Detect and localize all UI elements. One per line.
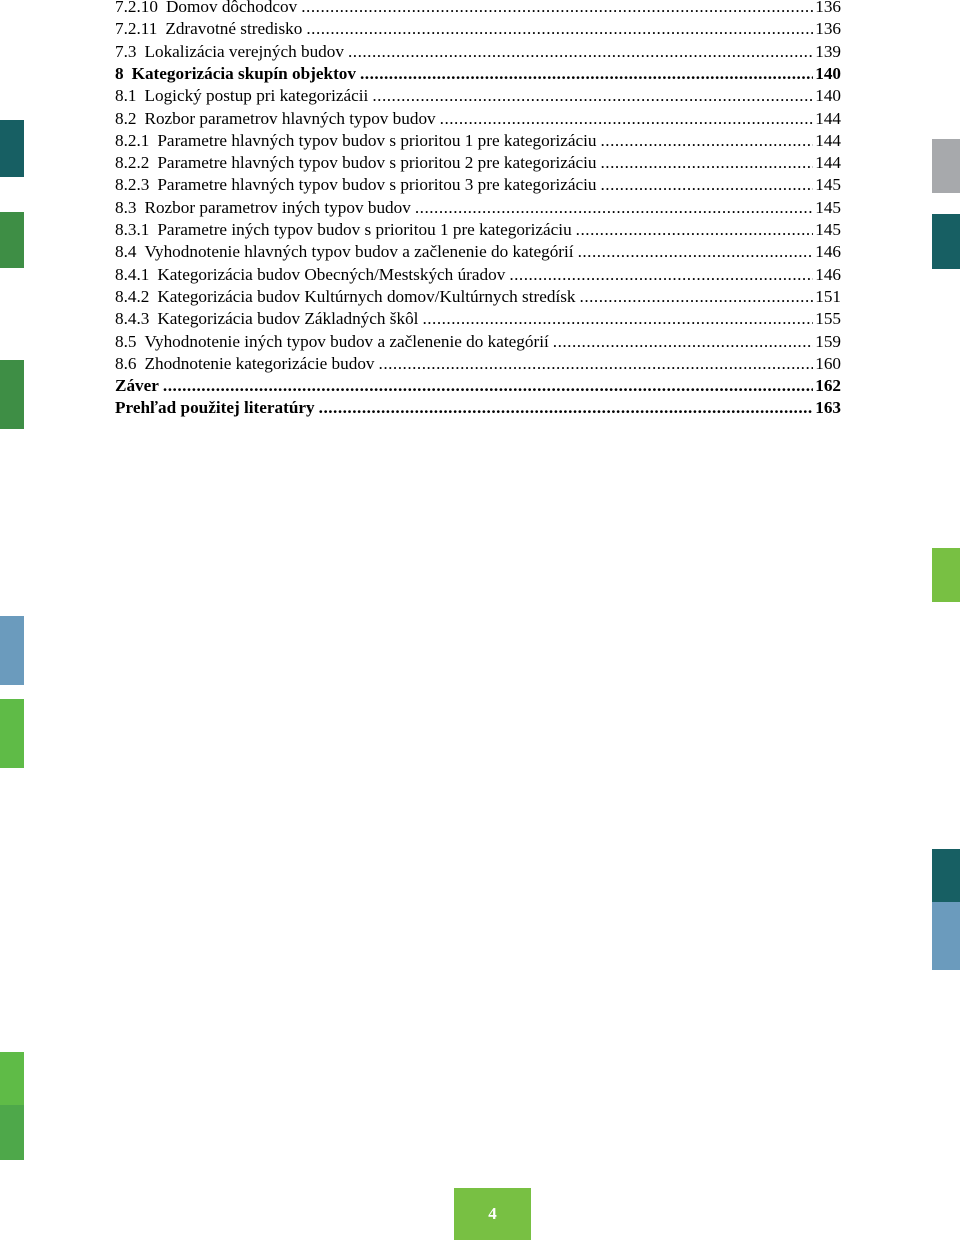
toc-entry-title: Vyhodnotenie hlavných typov budov a začlenenie do kategórií [144,242,574,262]
decorative-bar-blue [0,616,24,685]
toc-leader-dots [372,85,813,107]
toc-entry-title: Prehľad použitej literatúry [115,398,315,418]
toc-entry-title: Kategorizácia budov Základných škôl [157,309,419,329]
toc-entry[interactable] [115,241,841,263]
toc-entry-title: Rozbor parametrov hlavných typov budov [144,108,436,128]
toc-leader-dots [379,353,814,375]
toc-entry-title: Parametre hlavných typov budov s prioritou 3 pre kategorizáciu [157,175,597,195]
toc-entry-number: 8.2.2 [115,153,150,173]
toc-entry-number: 8.2 [115,108,137,128]
toc-entry-title: Kategorizácia budov Obecných/Mestských úradov [157,264,506,284]
toc-entry-number: 8.1 [115,86,137,106]
toc-entry-page: 136 [815,0,841,16]
toc-entry-page: 140 [815,63,841,83]
toc-leader-dots [553,331,813,353]
toc-leader-dots [301,0,813,18]
toc-entry-title: Zdravotné stredisko [165,19,303,39]
toc-leader-dots [348,41,813,63]
decorative-bar-bright-green [0,699,24,768]
decorative-bar-blue [932,902,960,970]
toc-entry-number: 8.3 [115,197,137,217]
toc-entry-title: Logický postup pri kategorizácii [144,86,369,106]
decorative-bar-bright-green [0,1052,24,1105]
decorative-bar-green [0,212,24,268]
toc-entry[interactable] [115,152,841,174]
decorative-bar-teal [932,849,960,902]
toc-entry[interactable] [115,331,841,353]
toc-entry-page: 151 [815,286,841,306]
toc-entry[interactable] [115,308,841,330]
toc-entry-title: Parametre hlavných typov budov s prioritou 2 pre kategorizáciu [157,153,597,173]
toc-entry-page: 146 [815,264,841,284]
toc-entry-page: 146 [815,242,841,262]
toc-entry-page: 159 [815,331,841,351]
toc-leader-dots [306,18,813,40]
toc-leader-dots [319,397,814,419]
toc-leader-dots [440,108,814,130]
toc-entry-page: 144 [815,130,841,150]
toc-entry-title: Domov dôchodcov [165,0,298,16]
toc-entry[interactable] [115,353,841,375]
toc-leader-dots [600,130,813,152]
toc-entry[interactable] [115,63,841,85]
toc-entry-title: Parametre hlavných typov budov s prioritou 1 pre kategorizáciu [157,130,597,150]
page-number [454,1188,531,1240]
toc-entry-number: 8.2.1 [115,130,150,150]
toc-entry[interactable] [115,41,841,63]
toc-entry-page: 144 [815,108,841,128]
toc-entry-title: Lokalizácia verejných budov [144,41,344,61]
toc-entry-page: 155 [815,309,841,329]
toc-entry-title: Rozbor parametrov iných typov budov [144,197,411,217]
toc-entry-title: Parametre iných typov budov s prioritou 1 pre kategorizáciu [157,220,572,239]
toc-entry-page: 136 [815,19,841,39]
toc-entry-number: 8.4.2 [115,286,150,306]
toc-entry-number: 8.4 [115,242,137,262]
toc-entry-title: Vyhodnotenie iných typov budov a začlenenie do kategórií [144,331,549,351]
decorative-bar-green [0,360,24,429]
toc-entry-title: Záver [115,376,159,396]
toc-entry[interactable] [115,108,841,130]
toc-entry[interactable] [115,286,841,308]
toc-entry[interactable] [115,219,841,241]
toc-entry-number: 8.3.1 [115,220,150,239]
toc-entry-page: 163 [815,398,841,418]
toc-leader-dots [163,375,813,397]
toc-entry-number: 8.5 [115,331,137,351]
toc-entry-number: 8.4.1 [115,264,150,284]
decorative-bar-gray [932,139,960,193]
toc-leader-dots [415,197,813,219]
page-number-label: 4 [488,1204,497,1223]
toc-entry[interactable] [115,375,841,397]
toc-leader-dots [580,286,814,308]
toc-entry-number: 7.2.11 [115,19,158,39]
toc-entry-number: 8 [115,63,124,83]
decorative-bar-teal [0,120,24,177]
toc-entry-number: 8.6 [115,353,137,373]
toc-leader-dots [576,219,814,241]
toc-entry-title: Kategorizácia skupín objektov [131,63,356,83]
toc-entry-page: 144 [815,153,841,173]
toc-entry-page: 140 [815,86,841,106]
toc-entry-number: 7.3 [115,41,137,61]
toc-entry-page: 139 [815,41,841,61]
toc-leader-dots [422,308,813,330]
toc-entry-number: 7.2.10 [115,0,158,16]
toc-entry[interactable] [115,85,841,107]
toc-entry-title: Zhodnotenie kategorizácie budov [144,353,375,373]
decorative-bar-teal [932,214,960,269]
toc-entry-title: Kategorizácia budov Kultúrnych domov/Kultúrnych stredísk [157,286,576,306]
toc-entry-page: 160 [815,353,841,373]
toc-entry-page: 145 [815,175,841,195]
toc-leader-dots [600,152,813,174]
toc-entry[interactable] [115,18,841,40]
toc-entry[interactable] [115,130,841,152]
toc-entry[interactable] [115,174,841,196]
toc-entry[interactable] [115,397,841,419]
toc-entry[interactable] [115,0,841,18]
toc-entry-page: 145 [815,197,841,217]
decorative-bar-lime [932,548,960,602]
decorative-bar-green [0,1105,24,1160]
toc-leader-dots [578,241,814,263]
toc-entry-number: 8.4.3 [115,309,150,329]
toc-entry-page: 162 [815,376,841,396]
toc-entry[interactable] [115,264,841,286]
toc-entry-number: 8.2.3 [115,175,150,195]
toc-entry[interactable] [115,197,841,219]
toc-leader-dots [600,174,813,196]
toc-entry-page: 145 [815,220,841,239]
toc-leader-dots [509,264,813,286]
toc-leader-dots [360,63,813,85]
